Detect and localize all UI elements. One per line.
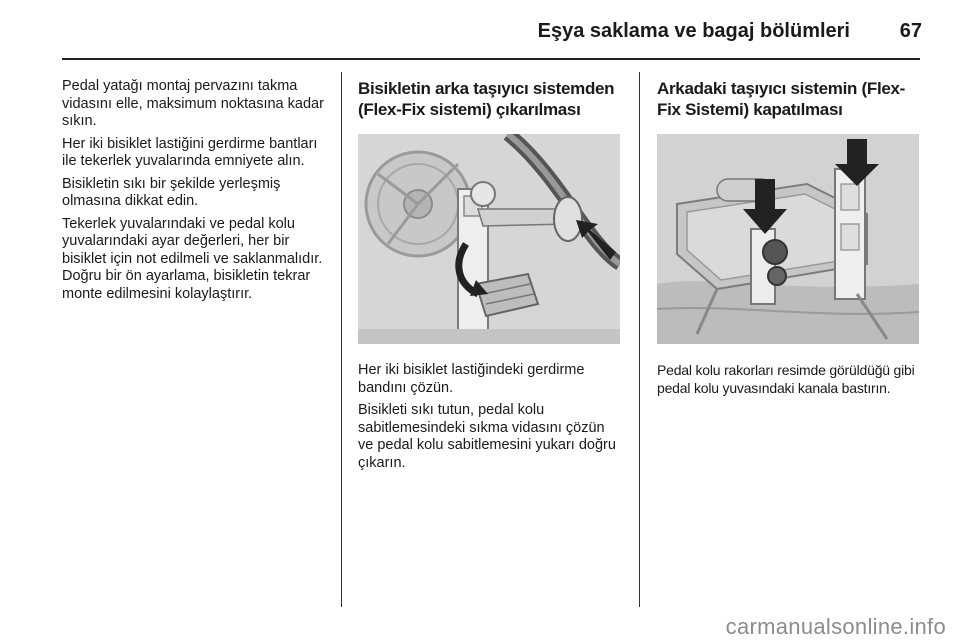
paragraph: Bisikleti sıkı tutun, pedal kolu sabitlemesindeki sıkma vidasını çözün ve pedal kolu sabitlemesini yukarı doğru çıkarın. bbox=[358, 402, 616, 471]
header-title: Eşya saklama ve bagaj bölümleri bbox=[537, 20, 850, 42]
header-rule bbox=[62, 58, 920, 60]
paragraph: Tekerlek yuvalarındaki ve pedal kolu yuvalarındaki ayar değerleri, her bir bisiklet için not edilmeli ve saklanmalıdır. Doğru bir ön ayarlama, bisikletin tekrar monte edilmesini kolaylaştırır. bbox=[62, 215, 323, 302]
page-number: 67 bbox=[899, 20, 922, 42]
paragraph: Pedal kolu rakorları resimde görüldüğü gibi pedal kolu yuvasındaki kanala bastırın. bbox=[657, 362, 915, 396]
bike-removal-drawing bbox=[358, 134, 620, 344]
column-divider-2 bbox=[639, 72, 640, 607]
carrier-closing-illustration bbox=[657, 134, 919, 344]
page-header bbox=[62, 20, 922, 44]
column-3 bbox=[657, 78, 921, 402]
column-1 bbox=[62, 78, 330, 308]
column-2 bbox=[358, 78, 620, 477]
section-heading: Arkadaki taşıyıcı sistemin (Flex-Fix Sistemi) kapatılması bbox=[657, 79, 906, 119]
column-divider-1 bbox=[341, 72, 342, 607]
carrier-closing-drawing bbox=[657, 134, 919, 344]
paragraph: Her iki bisiklet lastiğini gerdirme bantları ile tekerlek yuvalarında emniyete alın. bbox=[62, 135, 318, 169]
paragraph: Pedal yatağı montaj pervazını takma vidasını elle, maksimum noktasına kadar sıkın. bbox=[62, 78, 324, 129]
paragraph: Her iki bisiklet lastiğindeki gerdirme bandını çözün. bbox=[358, 362, 585, 396]
section-heading: Bisikletin arka taşıyıcı sistemden (Flex-Fix sistemi) çıkarılması bbox=[358, 79, 615, 119]
watermark: carmanualsonline.info bbox=[725, 614, 946, 639]
paragraph: Bisikletin sıkı bir şekilde yerleşmiş olmasına dikkat edin. bbox=[62, 175, 281, 209]
bike-removal-illustration bbox=[358, 134, 620, 344]
